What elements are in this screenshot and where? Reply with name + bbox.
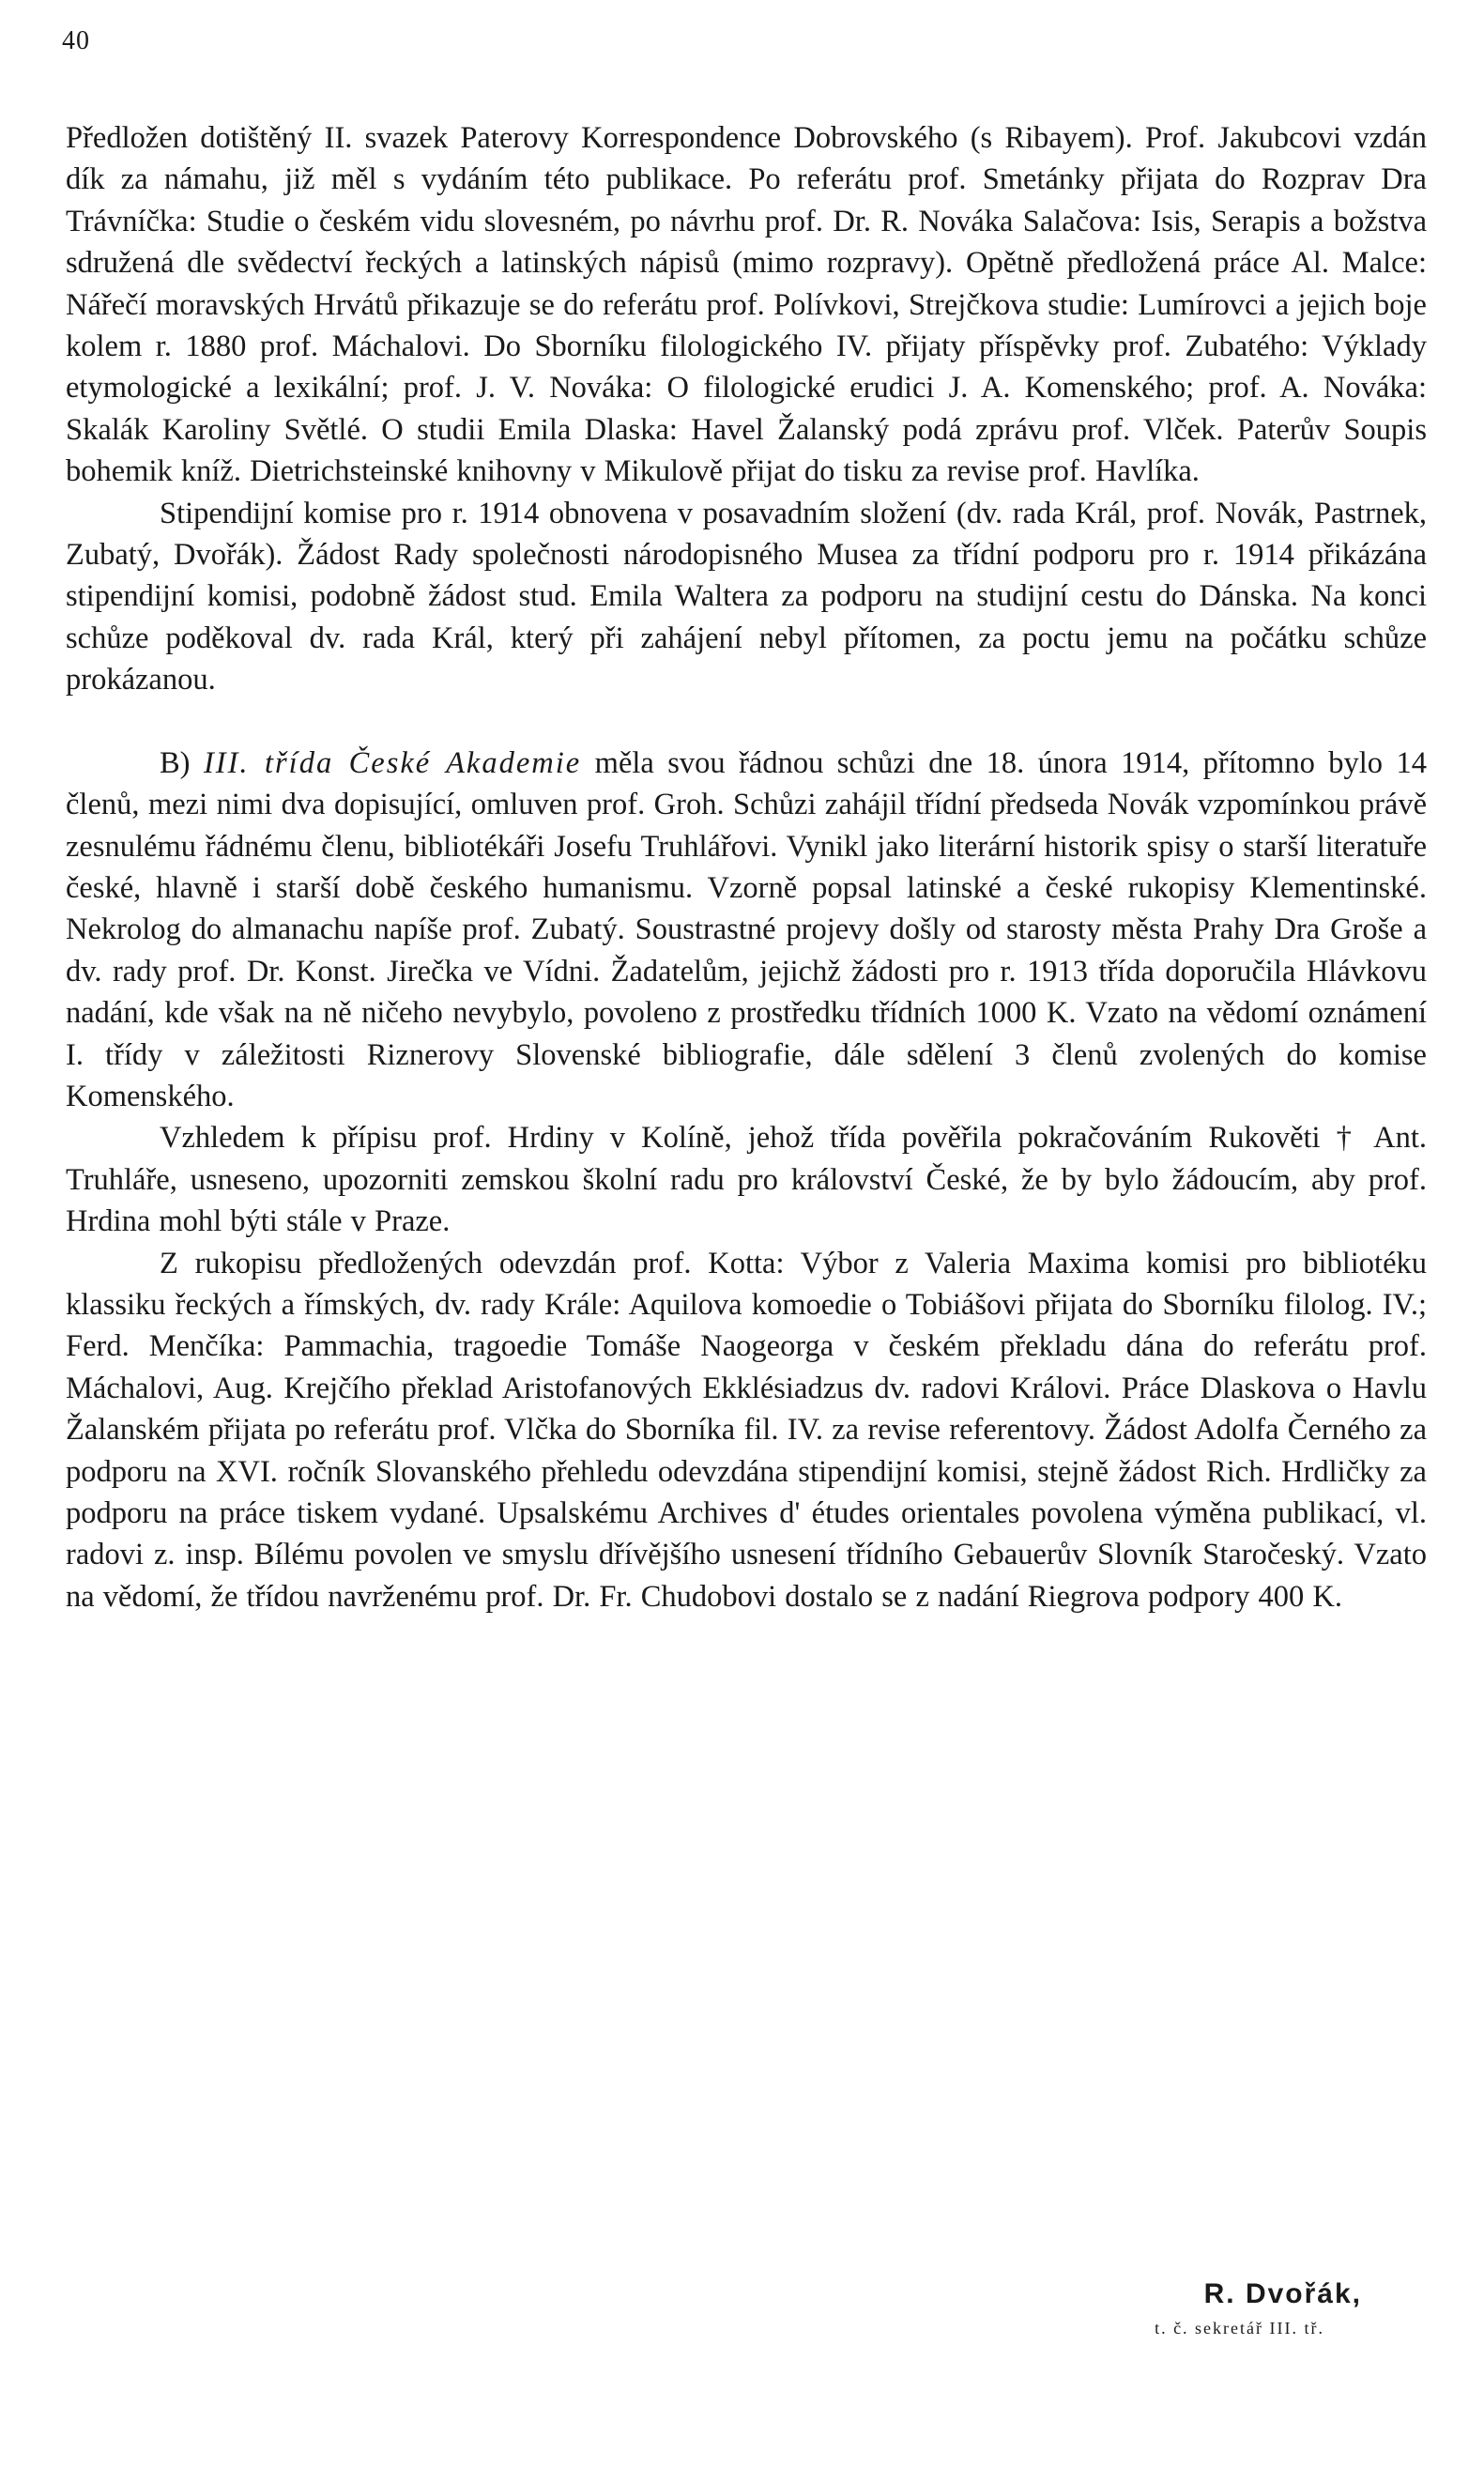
signature-name: R. Dvořák,	[1203, 2278, 1362, 2309]
paragraph-section-b	[66, 743, 1427, 1118]
section-b-prefix: B)	[160, 745, 204, 780]
paragraph-manuscripts: Z rukopisu předložených odevzdán prof. Kotta: Výbor z Valeria Maxima komisi pro bibliotéku klassiku řeckých a římských, dv. rady Krále: Aquilova komoedie o Tobiášovi přijata do Sborníku filolog. IV.; Ferd. Menčíka: Pammachia, tragoedie Tomáše Naogeorga v českém překladu dána do referátu prof. Máchalovi, Aug. Krejčího překlad Aristofanových Ekklésiadzus dv. radovi Královi. Práce Dlaskova o Havlu Žalanském přijata po referátu prof. Vlčka do Sborníka fil. IV. za revise referentovy. Žádost Adolfa Černého za podporu na XVI. ročník Slovanského přehledu odevzdána stipendijní komisi, stejně žádost Rich. Hrdličky za podporu na práce tiskem vydané. Upsalskému Archives d' études orientales povolena výměna publikací, vl. radovi z. insp. Bílému povolen ve smyslu dřívějšího usnesení třídního Gebauerův Slovník Staročeský. Vzato na vědomí, že třídou navrženému prof. Dr. Fr. Chudobovi dostalo se z nadání Riegrova podpory 400 K.	[66, 1246, 1427, 1614]
section-b-heading: III. třída České Akademie	[203, 745, 582, 780]
paragraph-proposals: Předložen dotištěný II. svazek Paterovy Korrespondence Dobrovského (s Ribayem). Prof. Jakubcovi vzdán dík za námahu, již měl s vydáním této publikace. Po referátu prof. Smetánky přijata do Rozprav Dra Trávníčka: Studie o českém vidu slovesném, po návrhu prof. Dr. R. Nováka Salačova: Isis, Serapis a božstva sdružená dle svědectví řeckých a latinských nápisů (mimo rozpravy). Opětně předložená práce Al. Malce: Nářečí moravských Hrvátů přikazuje se do referátu prof. Polívkovi, Strejčkova studie: Lumírovci a jejich boje kolem r. 1880 prof. Máchalovi. Do Sborníku filologického IV. přijaty příspěvky prof. Zubatého: Výklady etymologické a lexikální; prof. J. V. Nováka: O filologické erudici J. A. Komenského; prof. A. Nováka: Skalák Karoliny Světlé. O studii Emila Dlaska: Havel Žalanský podá zprávu prof. Vlček. Paterův Soupis bohemik kníž. Dietrichsteinské knihovny v Mikulově přijat do tisku za revise prof. Havlíka.	[66, 121, 1427, 489]
signature-block	[1155, 2276, 1362, 2340]
signature-title: t. č. sekretář III. tř.	[1155, 2319, 1324, 2337]
section-b-text: měla svou řádnou schůzi dne 18. února 1914, přítomno bylo 14 členů, mezi nimi dva dopisující, omluven prof. Groh. Schůzi zahájil třídní předseda Novák vzpomínkou právě zesnulému řádnému členu, bibliotékáři Josefu Truhlářovi. Vynikl jako literární historik spisy o starší literatuře české, hlavně i starší době českého humanismu. Vzorně popsal latinské a české rukopisy Klementinské. Nekrolog do almanachu napíše prof. Zubatý. Soustrastné projevy došly od starosty města Prahy Dra Groše a dv. rady prof. Dr. Konst. Jirečka ve Vídni. Žadatelům, jejichž žádosti pro r. 1913 třída doporučila Hlávkovu nadání, kde však na ně ničeho nevybylo, povoleno z prostředku třídních 1000 K. Vzato na vědomí oznámení I. třídy v záležitosti Riznerovy Slovenské bibliografie, dále sdělení 3 členů zvolených do komise Komenského.	[66, 745, 1427, 1113]
paragraph-hrdina: Vzhledem k přípisu prof. Hrdiny v Kolíně, jehož třída pověřila pokračováním Rukověti † Ant. Truhláře, usneseno, upozorniti zemskou školní radu pro království České, že by bylo žádoucím, aby prof. Hrdina mohl býti stále v Praze.	[66, 1121, 1427, 1239]
paragraph-stipend-commission: Stipendijní komise pro r. 1914 obnovena v posavadním složení (dv. rada Král, prof. Novák, Pastrnek, Zubatý, Dvořák). Žádost Rady společnosti národopisného Musea za třídní podporu pro r. 1914 přikázána stipendijní komisi, podobně žádost stud. Emila Waltera za podporu na studijní cestu do Dánska. Na konci schůze poděkoval dv. rada Král, který při zahájení nebyl přítomen, za poctu jemu na počátku schůze prokázanou.	[66, 496, 1427, 697]
document-body	[66, 117, 1427, 1617]
page-number: 40	[62, 26, 90, 55]
